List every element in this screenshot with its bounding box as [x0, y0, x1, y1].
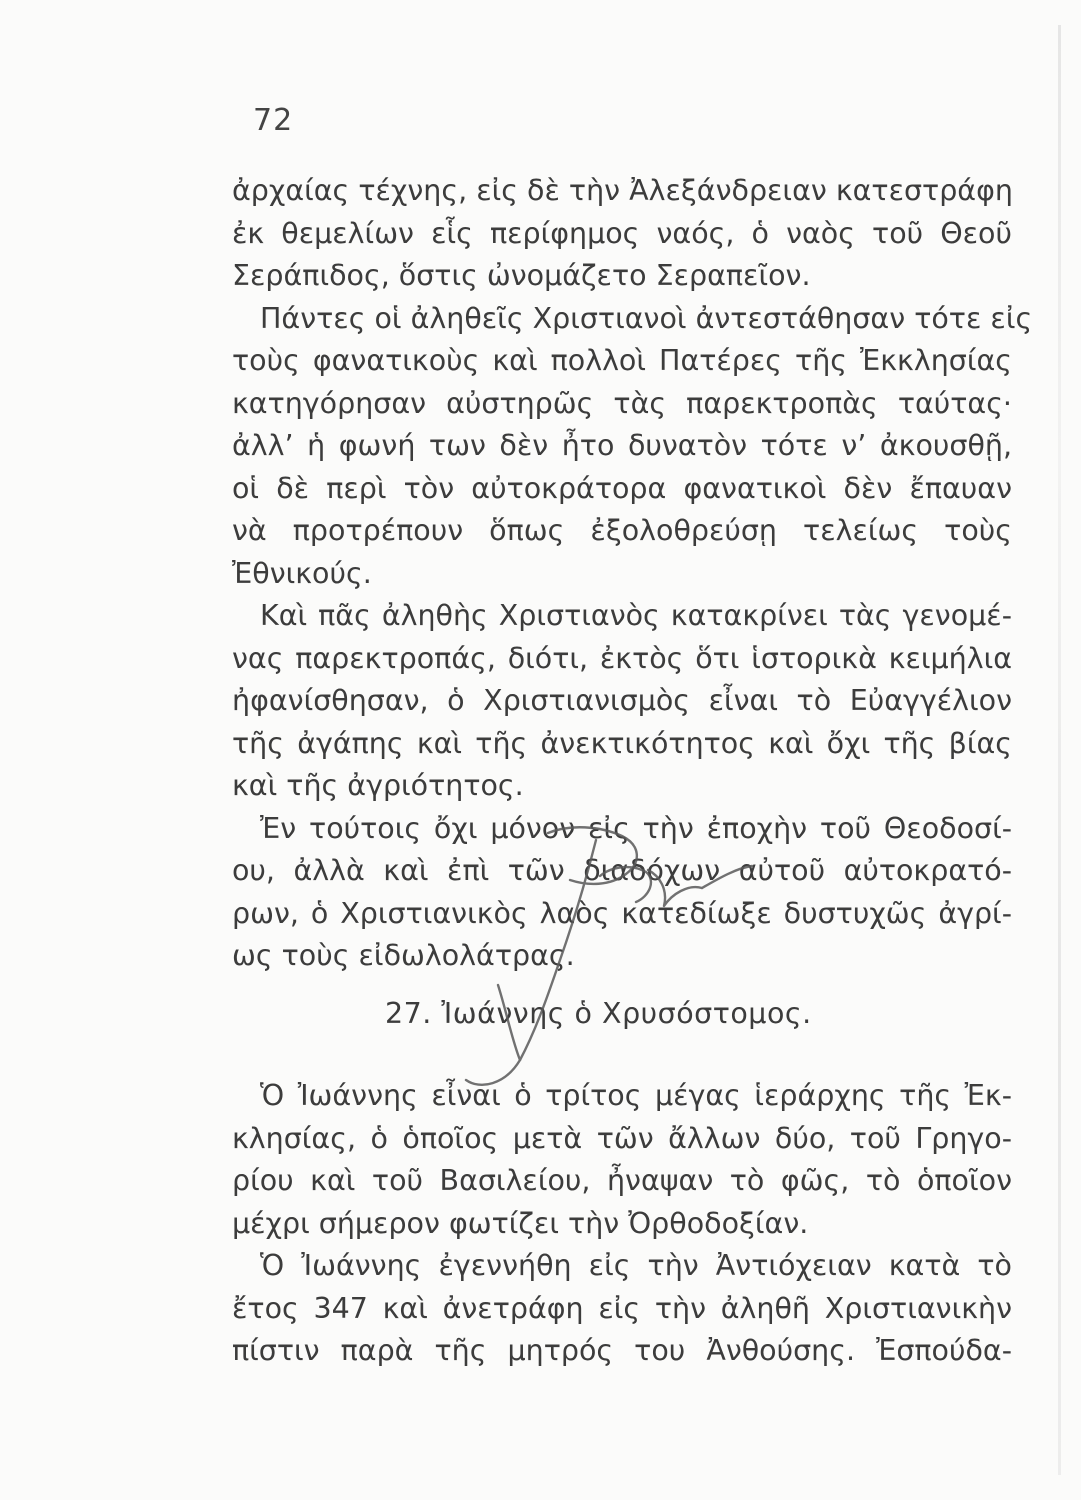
text-line: τοὺς φανατικοὺς καὶ πολλοὶ Πατέρες τῆς Ἐκκλησίας	[232, 344, 1012, 377]
text-line: νὰ προτρέπουν ὅπως ἐξολοθρεύσῃ τελείως τοὺς	[232, 514, 1012, 547]
main-text-block	[232, 170, 1033, 978]
text-line: ἀρχαίας τέχνης, εἰς δὲ τὴν Ἀλεξάνδρειαν κατεστράφη	[232, 174, 1013, 207]
text-line: ου, ἀλλὰ καὶ ἐπὶ τῶν διαδόχων αὐτοῦ αὐτοκρατό-	[232, 854, 1012, 887]
text-line: Σεράπιδος, ὅστις ὠνομάζετο Σεραπεῖον.	[232, 259, 811, 292]
text-line: κλησίας, ὁ ὁποῖος μετὰ τῶν ἄλλων δύο, τοῦ Γρηγο-	[232, 1121, 1012, 1155]
text-line: πίστιν παρὰ τῆς μητρός του Ἀνθούσης. Ἐσπούδα-	[232, 1334, 1012, 1367]
text-line: ἐκ θεμελίων εἷς περίφημος ναός, ὁ ναὸς τοῦ Θεοῦ	[232, 216, 1012, 250]
text-line: μέχρι σήμερον φωτίζει τὴν Ὀρθοδοξίαν.	[232, 1206, 809, 1240]
text-line: Ὁ Ἰωάννης ἐγεννήθη εἰς τὴν Ἀντιόχειαν κατὰ τὸ	[260, 1249, 1012, 1282]
text-line: Ἐθνικούς.	[232, 556, 372, 590]
section-text-block	[232, 1075, 1012, 1373]
page-number: 72	[253, 103, 294, 138]
text-line: οἱ δὲ περὶ τὸν αὐτοκράτορα φανατικοὶ δὲν ἔπαυαν	[232, 471, 1012, 505]
section-heading: 27. Ἰωάννης ὁ Χρυσόστομος.	[385, 997, 812, 1030]
text-line: καὶ τῆς ἀγριότητος.	[232, 769, 524, 802]
text-line: Καὶ πᾶς ἀληθὴς Χριστιανὸς κατακρίνει τὰς γενομέ-	[260, 599, 1012, 632]
text-line: νας παρεκτροπάς, διότι, ἐκτὸς ὅτι ἱστορικὰ κειμήλια	[232, 641, 1012, 675]
text-line: ρίου καὶ τοῦ Βασιλείου, ἦναψαν τὸ φῶς, τὸ ὁποῖον	[232, 1164, 1012, 1197]
text-line: Ὁ Ἰωάννης εἶναι ὁ τρίτος μέγας ἱεράρχης τῆς Ἐκ-	[260, 1079, 1012, 1112]
text-line: ἠφανίσθησαν, ὁ Χριστιανισμὸς εἶναι τὸ Εὐαγγέλιον	[232, 684, 1012, 717]
text-line: Ἐν τούτοις ὄχι μόνον εἰς τὴν ἐποχὴν τοῦ Θεοδοσί-	[260, 811, 1012, 845]
text-line: ως τοὺς εἰδωλολάτρας.	[232, 939, 575, 972]
text-line: ἔτος 347 καὶ ἀνετράφη εἰς τὴν ἀληθῆ Χριστιανικὴν	[232, 1291, 1012, 1325]
text-line: κατηγόρησαν αὐστηρῶς τὰς παρεκτροπὰς ταύτας·	[232, 386, 1012, 420]
text-line: ἀλλ’ ἡ φωνή των δὲν ἦτο δυνατὸν τότε ν’ ἀκουσθῇ,	[232, 429, 1012, 462]
text-line: τῆς ἀγάπης καὶ τῆς ἀνεκτικότητος καὶ ὄχι τῆς βίας	[232, 726, 1012, 760]
text-line: Πάντες οἱ ἀληθεῖς Χριστιανοὶ ἀντεστάθησαν τότε εἰς	[260, 301, 1033, 335]
page-edge-shadow	[1058, 25, 1061, 1475]
text-line: ρων, ὁ Χριστιανικὸς λαὸς κατεδίωξε δυστυχῶς ἀγρί-	[232, 896, 1012, 930]
